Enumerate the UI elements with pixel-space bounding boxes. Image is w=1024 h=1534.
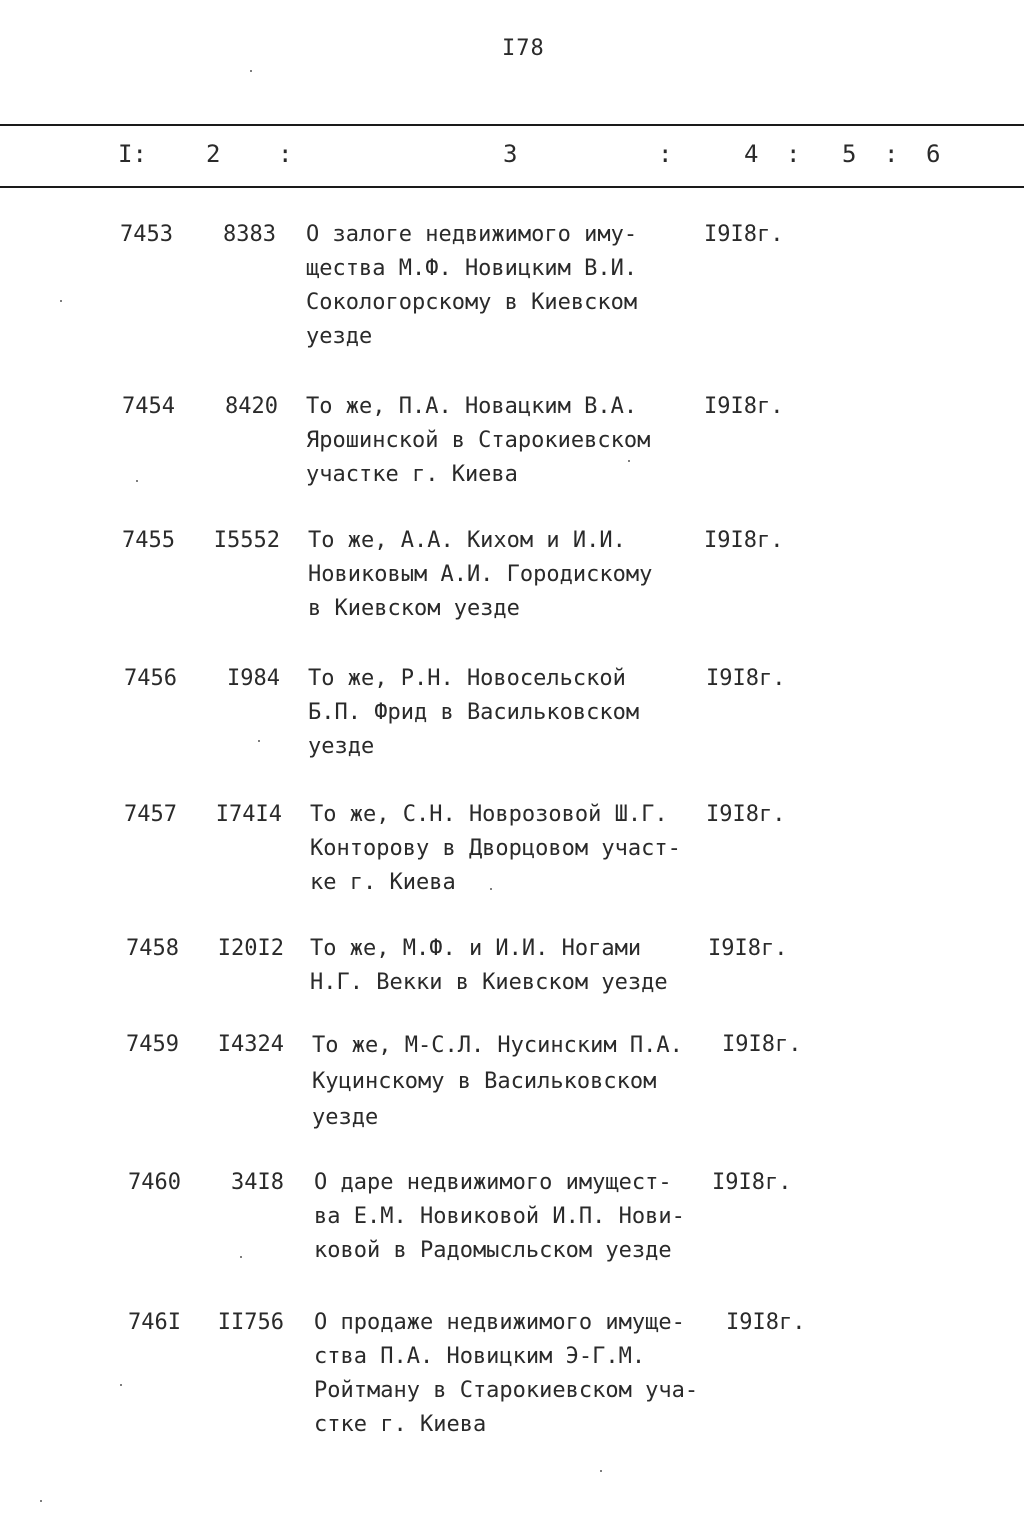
scan-speck (258, 740, 260, 742)
column-separator-4: : (884, 140, 899, 168)
case-number: 8420 (225, 394, 278, 419)
item-number: 7459 (126, 1032, 179, 1057)
item-description: То же, А.А. Кихом и И.И. Новиковым А.И. Городискому в Киевском уезде (308, 528, 653, 621)
scan-speck (60, 300, 62, 302)
item-description: О продаже недвижимого имуще- ства П.А. Новицким Э-Г.М. Ройтману в Старокиевском уча- стке г. Киева (314, 1310, 699, 1437)
item-number: 7457 (124, 802, 177, 827)
scan-speck (600, 1470, 602, 1472)
item-description: О залоге недвижимого иму- щества М.Ф. Новицким В.И. Сокологорскому в Киевском уезде (306, 222, 638, 349)
item-number: 7458 (126, 936, 179, 961)
item-date: I9I8г. (704, 528, 784, 553)
scan-speck (240, 1256, 242, 1258)
column-header-1: I: (118, 140, 147, 168)
page-number: I78 (502, 36, 545, 61)
column-header-2: 2 (206, 140, 221, 168)
scan-speck (120, 1384, 122, 1386)
item-number: 7456 (124, 666, 177, 691)
case-number: I984 (227, 666, 280, 691)
item-description: То же, С.Н. Новрозовой Ш.Г. Конторову в Дворцовом участ- ке г. Киева (310, 802, 681, 895)
case-number: I20I2 (217, 936, 284, 961)
column-separator-2: : (658, 140, 673, 168)
item-number: 7453 (120, 222, 173, 247)
item-number: 7454 (122, 394, 175, 419)
item-date: I9I8г. (708, 936, 788, 961)
column-header-6: 6 (926, 140, 941, 168)
case-number: I5552 (213, 528, 280, 553)
item-date: I9I8г. (726, 1310, 806, 1335)
item-date: I9I8г. (704, 394, 784, 419)
item-date: I9I8г. (706, 802, 786, 827)
item-description: О даре недвижимого имущест- ва Е.М. Новиковой И.П. Нови- ковой в Радомысльском уезде (314, 1170, 685, 1263)
scan-speck (40, 1500, 42, 1502)
item-number: 7455 (122, 528, 175, 553)
item-date: I9I8г. (704, 222, 784, 247)
case-number: 8383 (223, 222, 276, 247)
scan-speck (490, 888, 492, 890)
item-date: I9I8г. (712, 1170, 792, 1195)
item-number: 746I (128, 1310, 181, 1335)
item-number: 7460 (128, 1170, 181, 1195)
header-rule-top (0, 124, 1024, 126)
header-rule-bottom (0, 186, 1024, 188)
scan-speck (628, 460, 630, 462)
item-description: То же, М.Ф. и И.И. Ногами Н.Г. Векки в Киевском уезде (310, 936, 668, 995)
item-description: То же, Р.Н. Новосельской Б.П. Фрид в Васильковском уезде (308, 666, 640, 759)
column-header-4: 4 (744, 140, 759, 168)
item-date: I9I8г. (722, 1032, 802, 1057)
item-date: I9I8г. (706, 666, 786, 691)
case-number: I74I4 (215, 802, 282, 827)
case-number: I4324 (217, 1032, 284, 1057)
item-description: То же, М-С.Л. Нусинским П.А. Куцинскому в Васильковском уезде (312, 1033, 683, 1130)
scan-speck (250, 70, 252, 72)
column-separator-1: : (278, 140, 293, 168)
scan-speck (136, 480, 138, 482)
column-header-3: 3 (503, 140, 518, 168)
case-number: 34I8 (231, 1170, 284, 1195)
case-number: II756 (217, 1310, 284, 1335)
column-header-5: 5 (842, 140, 857, 168)
item-description: То же, П.А. Новацким В.А. Ярошинской в Старокиевском участке г. Киева (306, 394, 651, 487)
column-separator-3: : (786, 140, 801, 168)
